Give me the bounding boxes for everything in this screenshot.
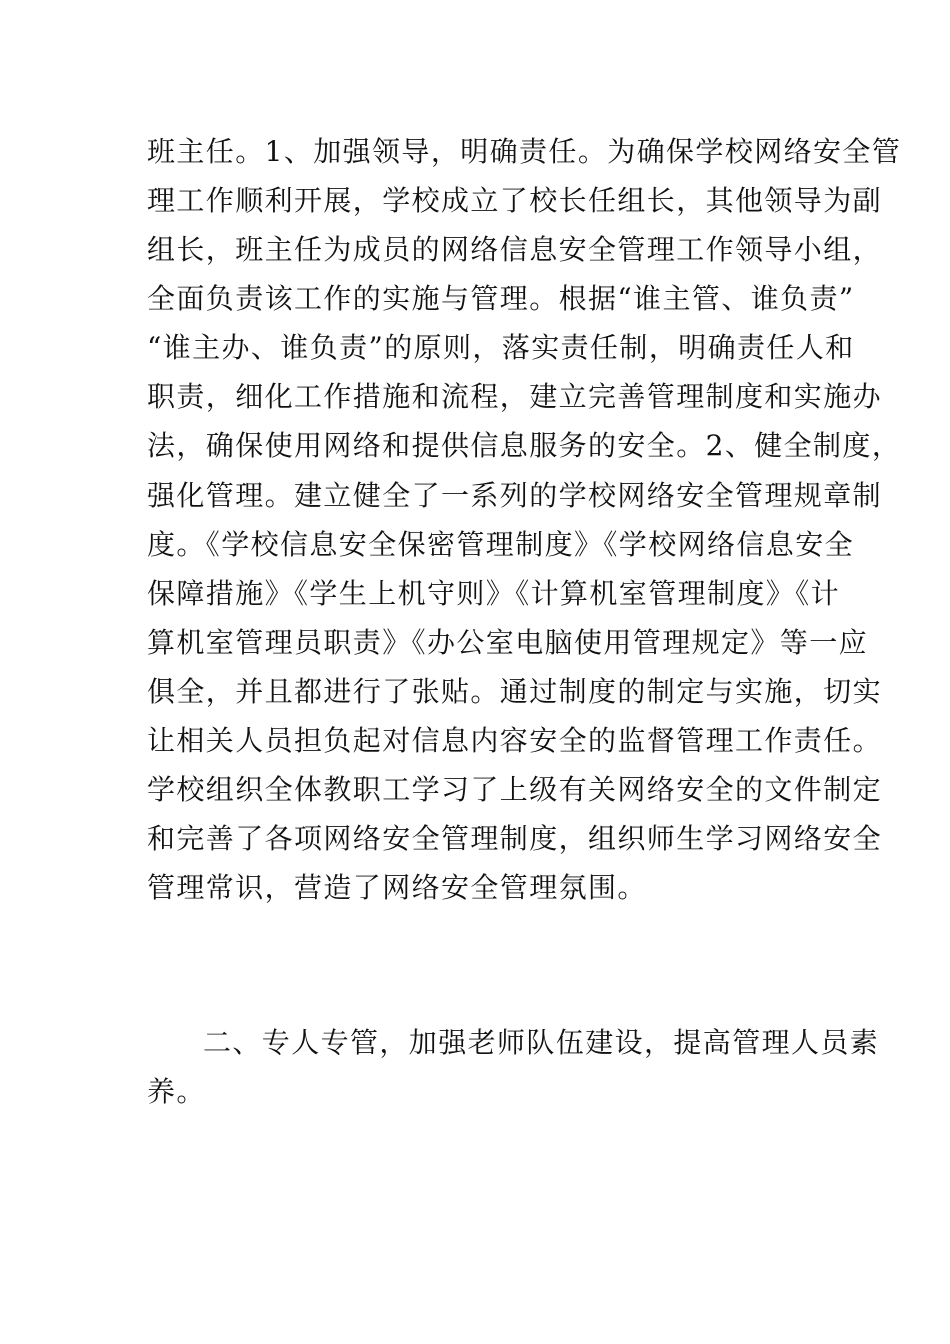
paragraph-line: 法，确保使用网络和提供信息服务的安全。2、健全制度，	[147, 429, 902, 462]
paragraph-line: 全面负责该工作的实施与管理。根据“谁主管、谁负责”	[147, 282, 855, 315]
paragraph-line: 俱全，并且都进行了张贴。通过制度的制定与实施，切实	[147, 675, 883, 708]
paragraph-line: 学校组织全体教职工学习了上级有关网络安全的文件制定	[147, 773, 883, 806]
paragraph-line: 管理常识，营造了网络安全管理氛围。	[147, 871, 647, 904]
paragraph-line: 让相关人员担负起对信息内容安全的监督管理工作责任。	[147, 724, 883, 757]
paragraph-line: 组长，班主任为成员的网络信息安全管理工作领导小组，	[147, 233, 883, 266]
paragraph-line: 班主任。1、加强领导，明确责任。为确保学校网络安全管	[147, 135, 902, 168]
section-heading-line: 养。	[147, 1075, 206, 1108]
paragraph-line: 职责，细化工作措施和流程，建立完善管理制度和实施办	[147, 380, 883, 413]
paragraph-line: 强化管理。建立健全了一系列的学校网络安全管理规章制	[147, 479, 883, 512]
paragraph-line: 保障措施》《学生上机守则》《计算机室管理制度》《计	[147, 577, 841, 610]
section-heading-line: 二、专人专管，加强老师队伍建设，提高管理人员素	[203, 1026, 880, 1059]
paragraph-line: 和完善了各项网络安全管理制度，组织师生学习网络安全	[147, 822, 883, 855]
paragraph-line: 度。《学校信息安全保密管理制度》《学校网络信息安全	[147, 528, 855, 561]
paragraph-line: “谁主办、谁负责”的原则，落实责任制，明确责任人和	[147, 331, 855, 364]
paragraph-line: 算机室管理员职责》《办公室电脑使用管理规定》等一应	[147, 626, 869, 659]
paragraph-line: 理工作顺利开展，学校成立了校长任组长，其他领导为副	[147, 184, 883, 217]
